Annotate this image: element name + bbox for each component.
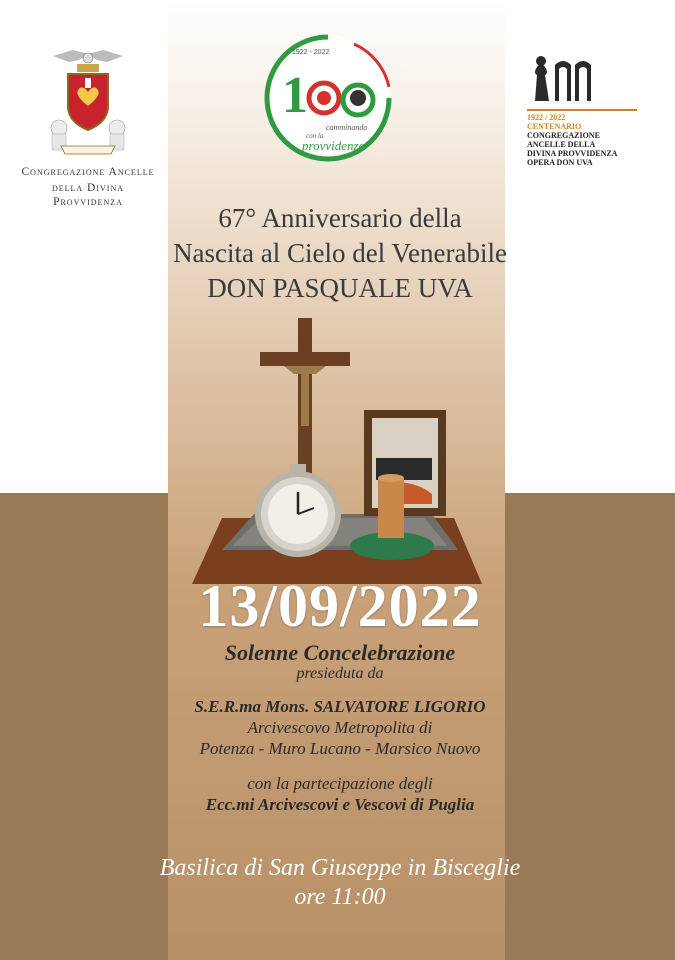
celebrant-role: Arcivescovo Metropolita di — [247, 718, 433, 737]
headline-line1: 67° Anniversario della — [218, 203, 462, 233]
event-title: Solenne Concelebrazione — [224, 640, 456, 665]
right-logo-centenario: CENTENARIO — [527, 122, 582, 131]
centenary-100-icon — [262, 32, 394, 164]
centenary-script-3: provvidenza — [302, 138, 366, 153]
centenary-years-text: 1922 - 2022 — [292, 49, 330, 56]
centenary-script-1: camminando — [326, 123, 368, 132]
event-date: 13/09/2022 — [198, 573, 482, 639]
opera-don-uva-logo — [527, 55, 637, 167]
right-logo-line3: ANCELLE DELLA — [527, 140, 596, 149]
svg-text:1: 1 — [282, 67, 308, 124]
event-presided-by: presieduta da — [296, 665, 384, 682]
centenary-100-logo — [262, 32, 394, 164]
celebrant-diocese: Potenza - Muro Lucano - Marsico Nuovo — [199, 739, 481, 758]
celebrant-name: S.E.R.ma Mons. SALVATORE LIGORIO — [194, 697, 486, 716]
headline-line3: DON PASQUALE UVA — [207, 273, 473, 303]
crucifix-clock-candle-icon — [192, 318, 482, 608]
headline-line2: Nascita al Cielo del Venerabile — [173, 238, 507, 268]
participating-bishops: Ecc.mi Arcivescovi e Vescovi di Puglia — [205, 795, 475, 814]
coat-of-arms-caption-line2: della Divina Provvidenza — [51, 182, 125, 208]
right-logo-line5: OPERA DON UVA — [527, 158, 593, 167]
centenary-script-2: con la — [306, 132, 324, 140]
memorial-objects-illustration — [192, 318, 482, 608]
coat-of-arms-icon — [43, 48, 133, 158]
event-time: ore 11:00 — [294, 884, 386, 910]
right-logo-line4: DIVINA PROVVIDENZA — [527, 149, 618, 158]
participation-text: con la partecipazione degli — [247, 774, 433, 793]
event-location: Basilica di San Giuseppe in Bisceglie — [159, 855, 521, 881]
right-logo-years: 1922 / 2022 — [527, 113, 566, 122]
coat-of-arms-caption-line1: Congregazione Ancelle — [21, 166, 155, 178]
congregation-coat-of-arms — [18, 48, 158, 209]
don-uva-silhouette-icon — [527, 55, 599, 103]
right-logo-line2: CONGREGAZIONE — [527, 131, 600, 140]
